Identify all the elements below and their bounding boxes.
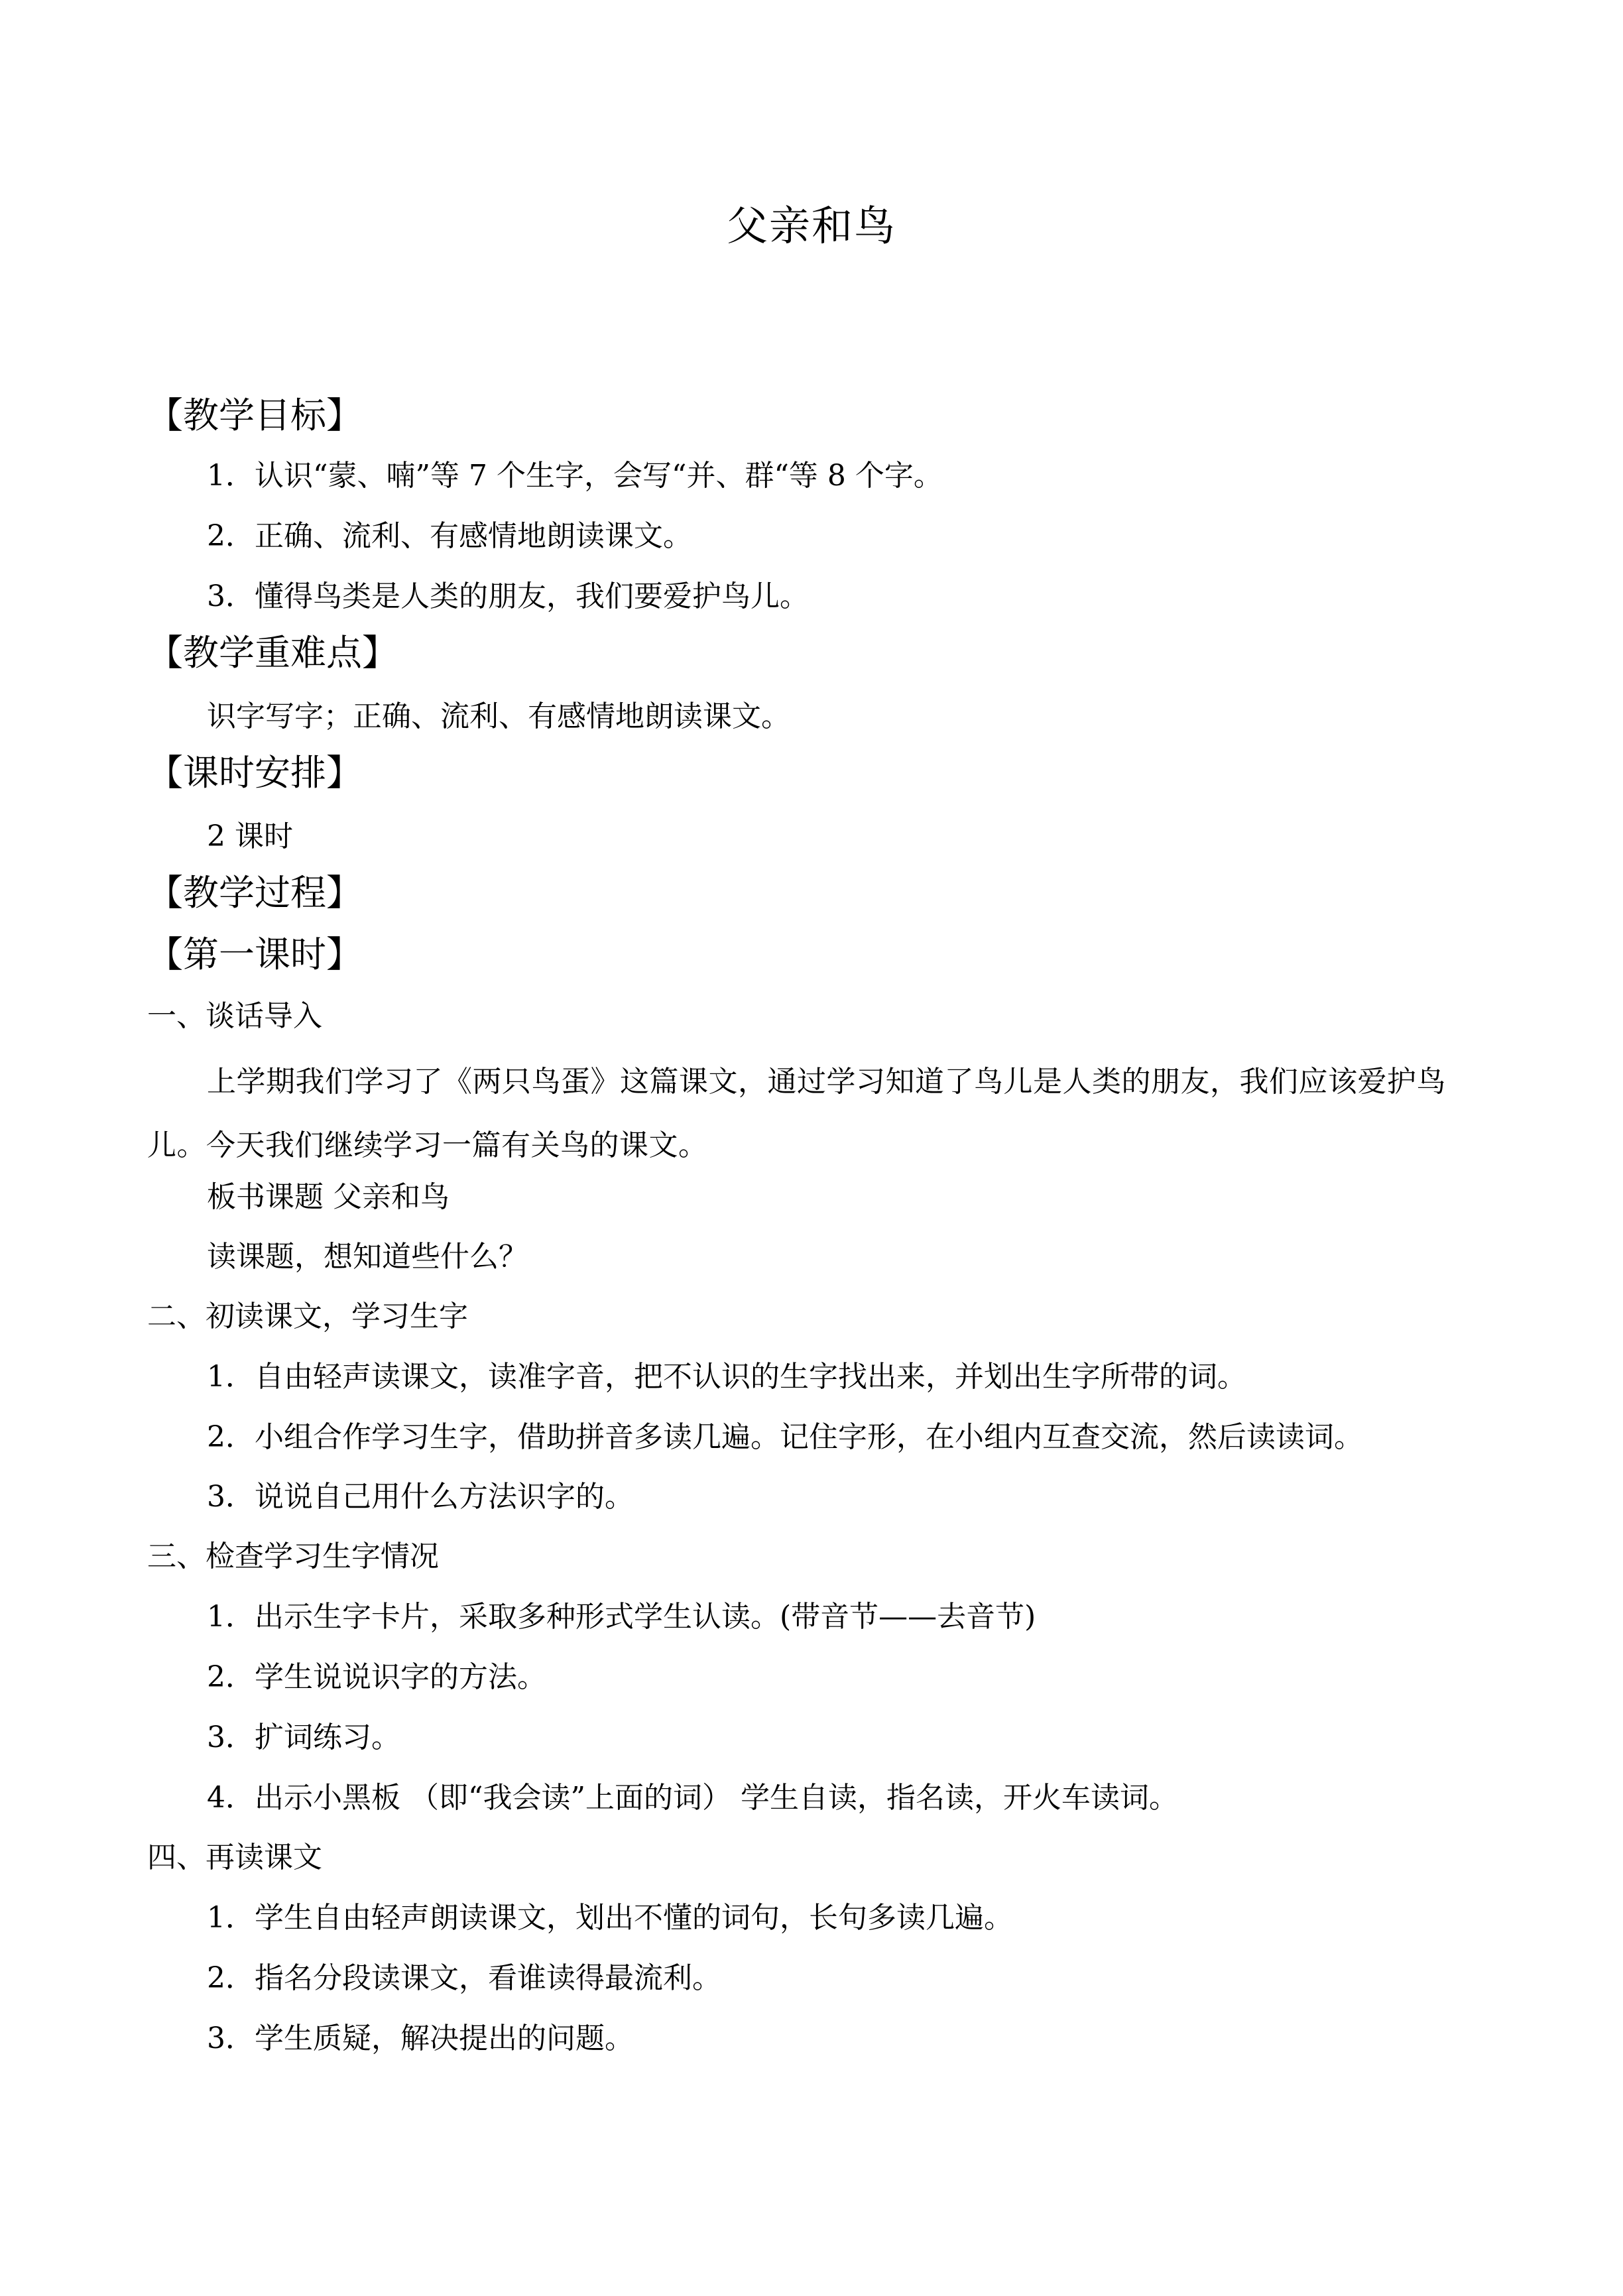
heading-key-points: 【教学重难点】 [147, 632, 398, 674]
heading-teaching-goals: 【教学目标】 [147, 394, 362, 436]
section-3-title: 三、检查学习生字情况 [147, 1540, 439, 1573]
schedule-text: 2 课时 [207, 819, 293, 853]
section-4-item-1: 1．学生自由轻声朗读课文，划出不懂的词句，长句多读几遍。 [207, 1901, 1013, 1935]
heading-first-lesson: 【第一课时】 [147, 934, 362, 975]
section-3-item-1: 1．出示生字卡片，采取多种形式学生认读。(带音节——去音节) [207, 1600, 1036, 1634]
section-4-item-3: 3．学生质疑，解决提出的问题。 [207, 2022, 634, 2055]
goal-item-2: 2．正确、流利、有感情地朗读课文。 [207, 519, 692, 553]
goal-item-3: 3．懂得鸟类是人类的朋友，我们要爱护鸟儿。 [207, 579, 809, 613]
section-2-item-2: 2．小组合作学习生字，借助拼音多读几遍。记住字形，在小组内互查交流，然后读读词。 [207, 1420, 1363, 1454]
section-2-item-3: 3．说说自己用什么方法识字的。 [207, 1480, 634, 1514]
goal-item-1: 1．认识“蒙、喃”等 7 个生字，会写“并、群“等 8 个字。 [207, 459, 943, 493]
section-1-line-2: 读课题，想知道些什么？ [207, 1240, 528, 1274]
section-2-title: 二、初读课文，学习生字 [147, 1299, 468, 1333]
section-1-line-1: 板书课题 父亲和鸟 [207, 1180, 450, 1214]
section-4-item-2: 2．指名分段读课文，看谁读得最流利。 [207, 1961, 721, 1995]
section-3-item-3: 3．扩词练习。 [207, 1721, 400, 1754]
section-3-item-4: 4．出示小黑板 （即“我会读”上面的词） 学生自读，指名读，开火车读词。 [207, 1781, 1178, 1815]
section-4-title: 四、再读课文 [147, 1841, 322, 1874]
section-1-paragraph: 上学期我们学习了《两只鸟蛋》这篇课文，通过学习知道了鸟儿是人类的朋友，我们应该爱护鸟儿。今天我们继续学习一篇有关鸟的课文。 [147, 1065, 1446, 1162]
key-points-text: 识字写字；正确、流利、有感情地朗读课文。 [207, 699, 790, 733]
document-title: 父亲和鸟 [726, 202, 896, 250]
section-1-title: 一、谈话导入 [147, 999, 322, 1033]
section-2-item-1: 1．自由轻声读课文，读准字音，把不认识的生字找出来，并划出生字所带的词。 [207, 1360, 1246, 1394]
heading-schedule: 【课时安排】 [147, 752, 362, 794]
section-3-item-2: 2．学生说说识字的方法。 [207, 1660, 546, 1694]
heading-teaching-process: 【教学过程】 [147, 872, 362, 914]
